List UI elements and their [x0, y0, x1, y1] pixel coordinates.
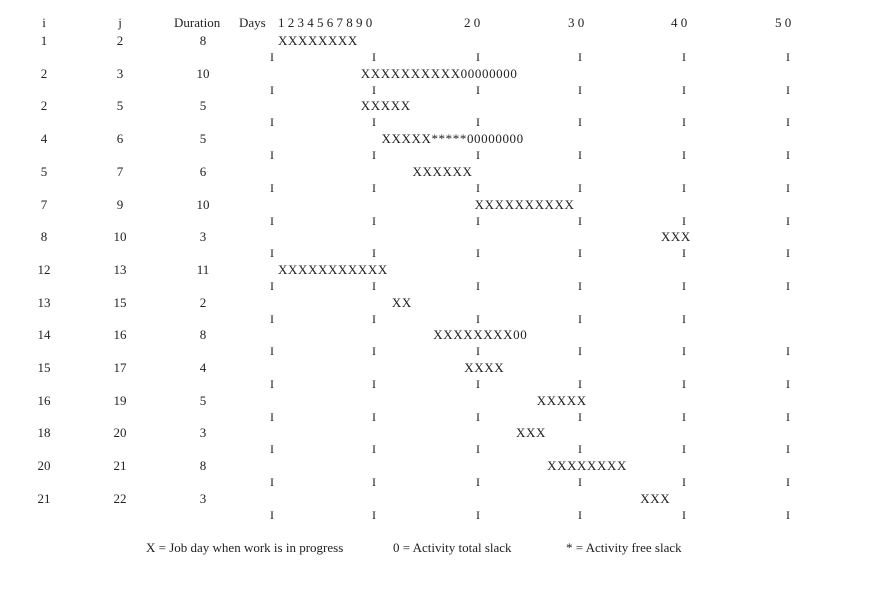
scale-tick-mark: I — [578, 82, 582, 97]
header-j: j — [118, 15, 122, 30]
header-scale-50: 5 0 — [775, 15, 792, 30]
scale-tick-mark: I — [578, 213, 582, 228]
scale-tick-mark: I — [578, 409, 582, 424]
activity-duration: 3 — [199, 425, 207, 441]
scale-tick-mark: I — [682, 115, 686, 130]
scale-tick-mark: I — [476, 278, 480, 293]
header-scale-20: 2 0 — [464, 15, 481, 30]
activity-duration: 2 — [199, 294, 207, 310]
activity-j: 19 — [113, 392, 127, 408]
scale-tick-mark: I — [578, 148, 582, 163]
activity-i: 16 — [37, 392, 51, 408]
scale-tick-mark: I — [476, 475, 480, 490]
scale-tick-mark: I — [786, 148, 790, 163]
activity-bar: XXXX — [464, 360, 505, 375]
activity-duration: 8 — [199, 33, 207, 48]
scale-tick-mark: I — [270, 442, 274, 457]
activity-i: 20 — [37, 458, 51, 474]
scale-tick-mark: I — [786, 115, 790, 130]
activity-duration: 5 — [199, 98, 207, 114]
scale-tick-mark: I — [786, 442, 790, 457]
activity-j: 5 — [116, 98, 124, 114]
scale-tick-mark: I — [476, 115, 480, 130]
scale-tick-mark: I — [270, 180, 274, 195]
scale-tick-mark: I — [372, 442, 376, 457]
scale-tick-mark: I — [578, 475, 582, 490]
scale-tick-mark: I — [270, 50, 274, 64]
scale-tick-mark: I — [682, 409, 686, 424]
activity-i: 14 — [37, 327, 51, 343]
activity-duration: 5 — [199, 392, 207, 408]
scale-tick-mark: I — [786, 475, 790, 490]
scale-tick-mark: I — [270, 507, 274, 522]
activity-duration: 3 — [199, 229, 207, 245]
scale-tick-mark: I — [476, 311, 480, 326]
scale-tick-mark: I — [476, 213, 480, 228]
scale-tick-mark: I — [270, 115, 274, 130]
activity-i: 7 — [40, 196, 48, 212]
activity-i: 8 — [40, 229, 48, 245]
scale-tick-mark: I — [786, 377, 790, 391]
activity-i: 1 — [40, 33, 48, 48]
activity-bar: XX — [391, 294, 412, 310]
activity-bar: XXX — [660, 229, 691, 245]
scale-tick-mark: I — [476, 442, 480, 457]
activity-bar: XXXXXXXX — [547, 458, 627, 474]
activity-j: 7 — [116, 163, 124, 179]
scale-tick-mark: I — [270, 82, 274, 97]
scale-tick-mark: I — [786, 344, 790, 359]
activity-bar: XXX — [516, 425, 547, 441]
scale-tick-mark: I — [372, 180, 376, 195]
scale-tick-mark: I — [578, 377, 582, 391]
scale-tick-mark: I — [476, 180, 480, 195]
activity-j: 3 — [116, 65, 124, 81]
scale-tick-mark: I — [270, 311, 274, 326]
activity-i: 12 — [37, 261, 51, 277]
activity-duration: 5 — [199, 131, 207, 147]
scale-tick-mark: I — [682, 278, 686, 293]
activity-i: 2 — [40, 98, 48, 114]
scale-tick-mark: I — [476, 82, 480, 97]
activity-duration: 3 — [199, 490, 207, 506]
scale-tick-mark: I — [372, 344, 376, 359]
activity-duration: 10 — [196, 196, 210, 212]
scale-tick-mark: I — [270, 377, 274, 391]
scale-tick-mark: I — [578, 115, 582, 130]
scale-tick-mark: I — [786, 409, 790, 424]
activity-bar: XXXXXXXX — [278, 33, 358, 48]
scale-tick-mark: I — [270, 148, 274, 163]
activity-bar: XXX — [640, 490, 671, 506]
activity-bar: XXXXXXXXXXX — [278, 261, 388, 277]
activity-bar: XXXXX — [360, 98, 411, 114]
scale-tick-mark: I — [682, 82, 686, 97]
scale-tick-mark: I — [476, 507, 480, 522]
activity-j: 10 — [113, 229, 127, 245]
scale-tick-mark: I — [682, 344, 686, 359]
scale-tick-mark: I — [786, 278, 790, 293]
header-i: i — [42, 15, 46, 30]
activity-duration: 8 — [199, 327, 207, 343]
activity-bar: XXXXX*****00000000 — [381, 131, 524, 147]
activity-j: 15 — [113, 294, 127, 310]
scale-tick-mark: I — [578, 278, 582, 293]
scale-tick-mark: I — [682, 148, 686, 163]
scale-tick-mark: I — [476, 377, 480, 391]
scale-tick-mark: I — [270, 246, 274, 261]
activity-duration: 10 — [196, 65, 210, 81]
header-duration: Duration — [174, 15, 221, 30]
activity-duration: 6 — [199, 163, 207, 179]
legend-zero: 0 = Activity total slack — [393, 540, 512, 555]
scale-tick-mark: I — [270, 475, 274, 490]
activity-duration: 4 — [199, 360, 207, 375]
scale-tick-mark: I — [578, 442, 582, 457]
scale-tick-mark: I — [578, 50, 582, 64]
scale-tick-mark: I — [372, 475, 376, 490]
scale-tick-mark: I — [786, 82, 790, 97]
scale-tick-mark: I — [682, 311, 686, 326]
activity-i: 2 — [40, 65, 48, 81]
activity-j: 6 — [116, 131, 124, 147]
scale-tick-mark: I — [372, 278, 376, 293]
activity-i: 4 — [40, 131, 48, 147]
scale-tick-mark: I — [476, 148, 480, 163]
header-scale-40: 4 0 — [671, 15, 688, 30]
scale-tick-mark: I — [270, 344, 274, 359]
activity-bar: XXXXXXXXXX00000000 — [360, 65, 518, 81]
scale-tick-mark: I — [578, 344, 582, 359]
scale-tick-mark: I — [270, 278, 274, 293]
scale-tick-mark: I — [476, 344, 480, 359]
scale-tick-mark: I — [682, 507, 686, 522]
scale-tick-mark: I — [786, 507, 790, 522]
scale-tick-mark: I — [578, 180, 582, 195]
scale-tick-mark: I — [682, 442, 686, 457]
scale-tick-mark: I — [476, 246, 480, 261]
scale-tick-mark: I — [372, 115, 376, 130]
scale-tick-mark: I — [682, 475, 686, 490]
scale-tick-mark: I — [372, 50, 376, 64]
activity-j: 2 — [116, 33, 124, 48]
scale-tick-mark: I — [682, 180, 686, 195]
activity-j: 22 — [113, 490, 127, 506]
scale-tick-mark: I — [578, 246, 582, 261]
scale-tick-mark: I — [372, 82, 376, 97]
activity-j: 17 — [113, 360, 127, 375]
activity-j: 13 — [113, 261, 127, 277]
legend-star: * = Activity free slack — [566, 540, 682, 555]
scale-tick-mark: I — [372, 246, 376, 261]
activity-j: 20 — [113, 425, 127, 441]
activity-i: 5 — [40, 163, 48, 179]
scale-tick-mark: I — [372, 213, 376, 228]
header-day-digits: 1 2 3 4 5 6 7 8 9 0 — [278, 15, 373, 30]
scale-tick-mark: I — [270, 213, 274, 228]
activity-j: 16 — [113, 327, 127, 343]
scale-tick-mark: I — [578, 311, 582, 326]
scale-tick-mark: I — [372, 311, 376, 326]
activity-bar: XXXXX — [536, 392, 587, 408]
scale-tick-mark: I — [372, 409, 376, 424]
scale-tick-mark: I — [476, 50, 480, 64]
scale-tick-mark: I — [682, 377, 686, 391]
activity-i: 21 — [37, 490, 51, 506]
scale-tick-mark: I — [786, 213, 790, 228]
legend-x: X = Job day when work is in progress — [146, 540, 344, 555]
scale-tick-mark: I — [372, 507, 376, 522]
activity-bar: XXXXXX — [412, 163, 473, 179]
header-days: Days — [239, 15, 266, 30]
scale-tick-mark: I — [476, 409, 480, 424]
activity-i: 15 — [37, 360, 51, 375]
activity-j: 21 — [113, 458, 127, 474]
activity-bar: XXXXXXXXXX — [474, 196, 575, 212]
activity-duration: 8 — [199, 458, 207, 474]
scale-tick-mark: I — [372, 377, 376, 391]
activity-bar: XXXXXXXX00 — [433, 327, 528, 343]
scale-tick-mark: I — [270, 409, 274, 424]
scale-tick-mark: I — [578, 507, 582, 522]
header-scale-30: 3 0 — [568, 15, 585, 30]
scale-tick-mark: I — [682, 213, 686, 228]
activity-j: 9 — [116, 196, 124, 212]
activity-i: 13 — [37, 294, 51, 310]
scale-tick-mark: I — [682, 246, 686, 261]
scale-tick-mark: I — [786, 180, 790, 195]
scale-tick-mark: I — [786, 246, 790, 261]
scale-tick-mark: I — [682, 50, 686, 64]
activity-i: 18 — [37, 425, 51, 441]
activity-duration: 11 — [196, 261, 210, 277]
scale-tick-mark: I — [786, 50, 790, 64]
scale-tick-mark: I — [372, 148, 376, 163]
